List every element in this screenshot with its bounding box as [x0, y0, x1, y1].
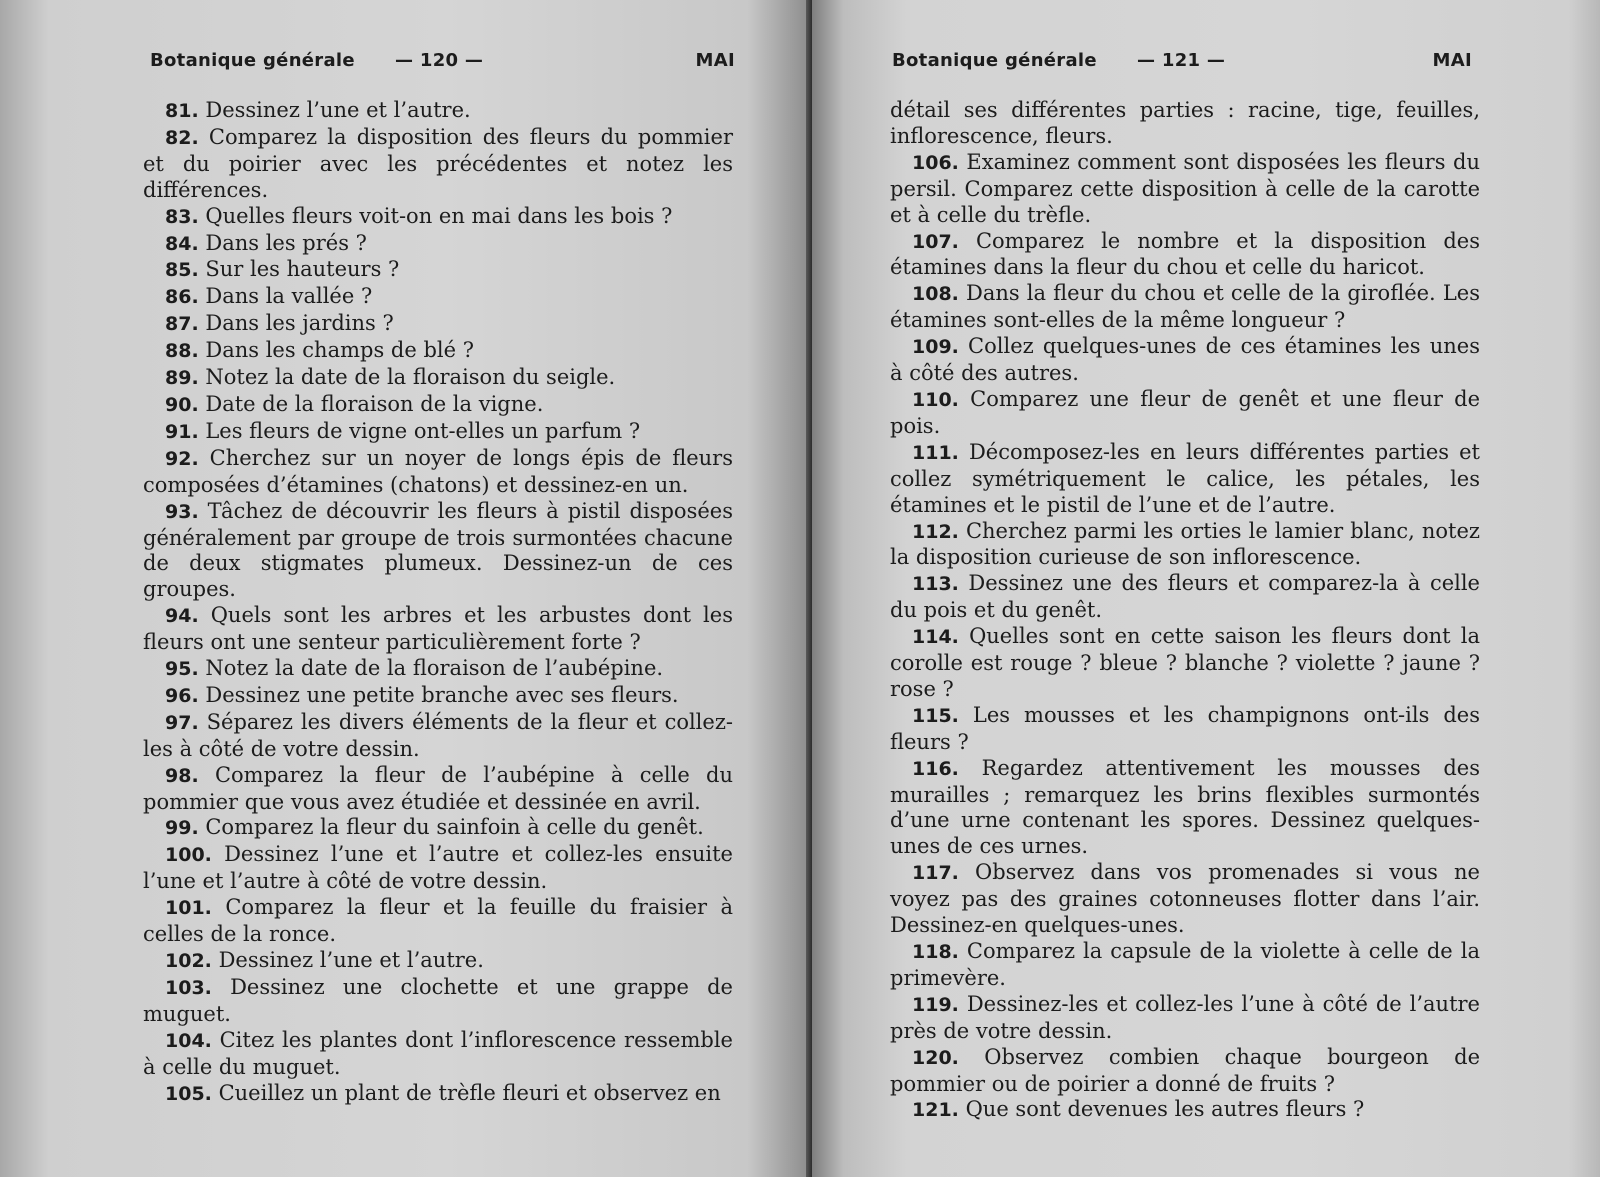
question-item [890, 229, 1480, 282]
question-item [143, 231, 733, 258]
question-text: Dans les champs de blé ? [205, 338, 474, 363]
question-text: Comparez la capsule de la violette à celle de la primevère. [890, 939, 1480, 990]
question-item [890, 334, 1480, 387]
question-number: 89. [165, 367, 199, 390]
question-item [143, 763, 733, 816]
question-text: Comparez le nombre et la disposition des étamines dans la fleur du chou et celle du haricot. [890, 228, 1480, 280]
question-item [890, 150, 1480, 229]
question-text: Cueillez un plant de trèfle fleuri et observez en [218, 1080, 721, 1105]
question-number: 118. [912, 941, 959, 963]
left-page-text [143, 98, 733, 1107]
question-text: Les fleurs de vigne ont-elles un parfum ? [205, 418, 641, 443]
question-number: 86. [165, 286, 199, 309]
question-number: 107. [912, 230, 959, 253]
question-number: 87. [165, 313, 199, 336]
question-number: 94. [165, 605, 199, 628]
month-label: MAI [695, 50, 735, 71]
question-item [143, 257, 733, 284]
question-number: 120. [912, 1046, 959, 1069]
question-number: 121. [912, 1099, 959, 1122]
question-item [890, 281, 1480, 334]
question-item [143, 419, 733, 446]
question-item [890, 992, 1480, 1045]
question-item [143, 446, 733, 499]
question-number: 83. [165, 205, 199, 228]
question-text: Que sont devenues les autres fleurs ? [965, 1097, 1365, 1122]
question-item [143, 365, 733, 392]
question-item [143, 683, 733, 710]
question-item [143, 311, 733, 338]
question-item [143, 948, 733, 975]
question-text: Notez la date de la floraison de l’aubépine. [205, 656, 664, 681]
question-number: 81. [165, 100, 199, 122]
question-number: 119. [912, 993, 959, 1016]
question-text: Dessinez une clochette et une grappe de muguet. [143, 974, 733, 1026]
question-text: Dessinez l’une et l’autre. [205, 98, 471, 122]
question-text: Dessinez l’une et l’autre et collez-les ensuite l’une et l’autre à côté de votre dessin. [143, 842, 733, 894]
question-item [890, 939, 1480, 992]
question-number: 117. [912, 862, 959, 885]
question-item [143, 392, 733, 419]
question-text: Dessinez l’une et l’autre. [218, 948, 484, 972]
question-text: Sur les hauteurs ? [205, 257, 400, 282]
running-title: Botanique générale [892, 50, 1097, 71]
question-number: 90. [165, 393, 199, 416]
question-item [890, 624, 1480, 703]
question-number: 108. [912, 283, 959, 306]
question-text: Décomposez-les en leurs différentes parties et collez symétriquement le calice, les pétales, les étamines et le pistil de l’une et de l’autre. [890, 439, 1480, 517]
left-page-header [150, 50, 735, 80]
question-text: Dessinez une petite branche avec ses fleurs. [205, 682, 679, 707]
question-number: 99. [165, 817, 199, 840]
question-item [143, 98, 733, 125]
question-item [143, 338, 733, 365]
question-item [143, 895, 733, 948]
question-text: Collez quelques-unes de ces étamines les unes à côté des autres. [890, 334, 1480, 386]
page-number: — 120 — [395, 50, 484, 71]
question-item [890, 387, 1480, 440]
question-number: 104. [165, 1029, 212, 1052]
question-text: Notez la date de la floraison du seigle. [205, 365, 616, 390]
question-number: 116. [912, 757, 959, 780]
right-page [812, 0, 1600, 1177]
question-number: 103. [165, 976, 212, 999]
question-item [143, 125, 733, 204]
question-item [143, 656, 733, 683]
question-number: 106. [912, 151, 959, 174]
question-text: Quels sont les arbres et les arbustes dont les fleurs ont une senteur particulièrement forte ? [143, 603, 733, 655]
question-item [143, 1028, 733, 1081]
question-item [143, 284, 733, 311]
question-item [143, 603, 733, 656]
question-number: 97. [165, 711, 199, 734]
question-text: Cherchez parmi les orties le lamier blanc, notez la disposition curieuse de son inflorescence. [890, 518, 1480, 570]
question-text: Tâchez de découvrir les fleurs à pistil disposées généralement par groupe de trois surmontées chacune de deux stigmates plumeux. Dessinez-un de ces groupes. [143, 498, 733, 602]
question-text: Dans les prés ? [205, 230, 367, 255]
question-item [143, 499, 733, 604]
question-number: 96. [165, 684, 199, 707]
question-text: Comparez la fleur et la feuille du fraisier à celles de la ronce. [143, 895, 733, 947]
question-item [890, 860, 1480, 939]
running-title: Botanique générale [150, 50, 355, 71]
question-item [890, 703, 1480, 756]
right-page-header [892, 50, 1472, 80]
question-text: Comparez la fleur du sainfoin à celle du genêt. [205, 815, 704, 840]
question-item [143, 1081, 733, 1108]
question-number: 93. [165, 500, 199, 523]
question-text: Comparez la fleur de l’aubépine à celle du pommier que vous avez étudiée et dessinée en avril. [143, 762, 734, 814]
page-number: — 121 — [1137, 50, 1226, 71]
question-number: 84. [165, 232, 199, 255]
question-item [143, 204, 733, 231]
question-number: 105. [165, 1082, 212, 1105]
question-text: Dans la fleur du chou et celle de la giroflée. Les étamines sont-elles de la même longueur ? [890, 281, 1480, 333]
question-item [890, 519, 1480, 572]
question-text: Les mousses et les champignons ont-ils des fleurs ? [890, 702, 1480, 754]
question-number: 111. [912, 441, 959, 464]
question-item [890, 756, 1480, 861]
question-item [890, 1045, 1480, 1098]
question-number: 101. [165, 897, 212, 920]
question-text: Citez les plantes dont l’inflorescence ressemble à celle du muguet. [143, 1027, 733, 1079]
question-number: 100. [165, 844, 212, 867]
question-number: 85. [165, 259, 199, 282]
question-number: 82. [165, 126, 199, 149]
question-number: 114. [912, 626, 959, 649]
question-text: Observez combien chaque bourgeon de pommier ou de poirier a donné de fruits ? [890, 1044, 1480, 1096]
question-item [890, 1097, 1480, 1124]
question-number: 98. [165, 764, 199, 787]
right-page-text [890, 98, 1480, 1124]
question-number: 110. [912, 388, 959, 411]
question-text: Cherchez sur un noyer de longs épis de fleurs composées d’étamines (chatons) et dessinez-en un. [143, 445, 733, 497]
question-item [890, 571, 1480, 624]
question-text: Séparez les divers éléments de la fleur et collez-les à côté de votre dessin. [143, 709, 733, 761]
question-text: Comparez la disposition des fleurs du pommier et du poirier avec les précédentes et notez les différences. [143, 124, 733, 202]
question-item [890, 440, 1480, 519]
question-text: Dessinez une des fleurs et comparez-la à celle du pois et du genêt. [890, 571, 1480, 623]
question-number: 115. [912, 704, 959, 727]
question-item [143, 710, 733, 763]
question-number: 95. [165, 658, 199, 681]
question-number: 92. [165, 447, 199, 470]
question-text: Date de la floraison de la vigne. [205, 391, 544, 416]
question-text: Regardez attentivement les mousses des murailles ; remarquez les brins flexibles surmontés d’une urne contenant les spores. Dessinez quelques-unes de ces urnes. [890, 755, 1480, 859]
question-number: 113. [912, 573, 959, 596]
question-number: 112. [912, 520, 959, 543]
question-text: Dans la vallée ? [205, 284, 373, 309]
question-text: Dessinez-les et collez-les l’une à côté de l’autre près de votre dessin. [890, 991, 1480, 1043]
question-number: 91. [165, 420, 199, 443]
question-text: Dans les jardins ? [205, 311, 394, 336]
question-text: Comparez une fleur de genêt et une fleur de pois. [890, 386, 1480, 438]
question-number: 88. [165, 340, 199, 363]
question-item [143, 842, 733, 895]
question-item [143, 975, 733, 1028]
question-text: Quelles fleurs voit-on en mai dans les bois ? [205, 203, 673, 228]
month-label: MAI [1432, 50, 1472, 71]
question-item [143, 815, 733, 842]
question-number: 102. [165, 950, 212, 972]
continuation-paragraph: détail ses différentes parties : racine, tige, feuilles, inflorescence, fleurs. [890, 98, 1480, 148]
question-text: Examinez comment sont disposées les fleurs du persil. Comparez cette disposition à celle de la carotte et à celle du trèfle. [890, 149, 1480, 227]
question-text: Quelles sont en cette saison les fleurs dont la corolle est rouge ? bleue ? blanche ? violette ? jaune ? rose ? [890, 624, 1480, 701]
question-text: Observez dans vos promenades si vous ne voyez pas des graines cotonneuses flotter dans l’air. Dessinez-en quelques-unes. [890, 860, 1480, 938]
question-number: 109. [912, 336, 959, 359]
